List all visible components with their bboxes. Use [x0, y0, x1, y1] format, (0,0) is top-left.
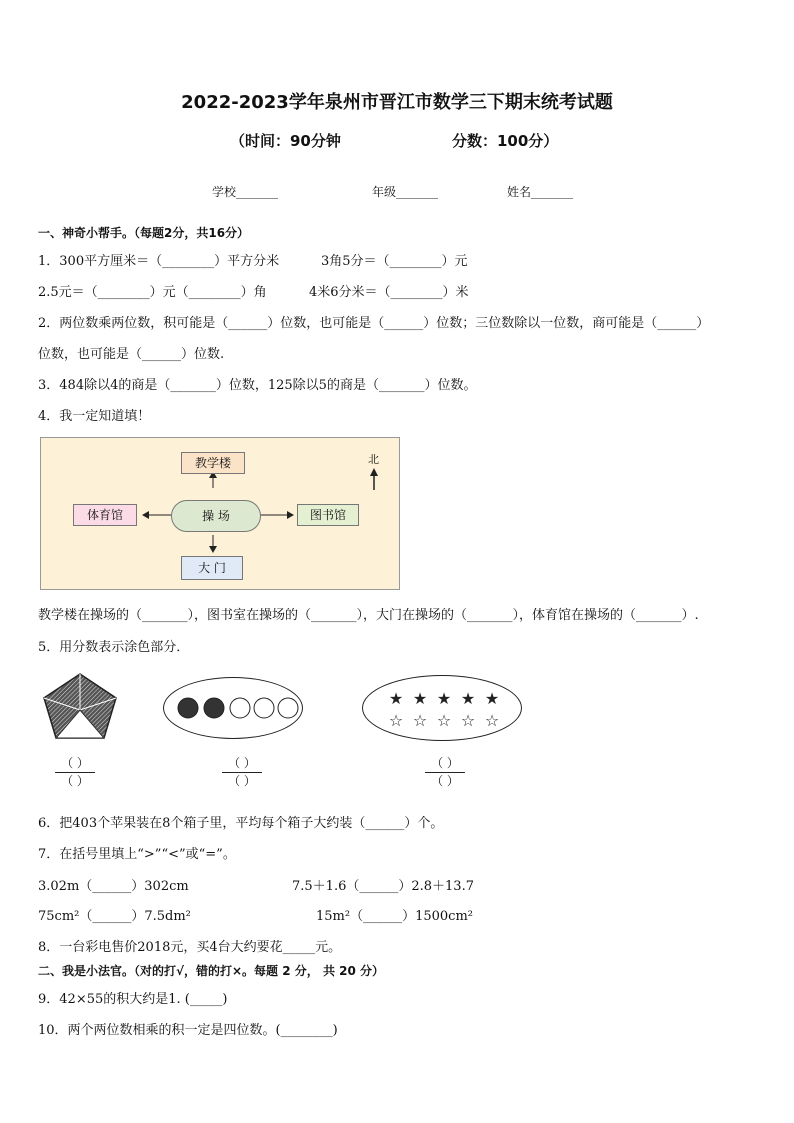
circles-oval: [163, 677, 303, 739]
gate-box: 大 门: [181, 556, 243, 580]
fraction-blank-2[interactable]: [222, 756, 262, 789]
svg-text:★: ★: [460, 689, 476, 708]
q7-item-a: 3.02m（______）302cm: [38, 879, 189, 894]
school-field: 学校_______: [212, 185, 279, 199]
north-label: 北: [368, 453, 379, 466]
svg-text:☆: ☆: [388, 711, 404, 730]
q5: 5．用分数表示涂色部分．: [38, 640, 190, 655]
svg-text:★: ★: [436, 689, 452, 708]
stars-figure: [363, 676, 521, 740]
page-title: 2022-2023学年泉州市晋江市数学三下期末统考试题: [181, 92, 613, 113]
q1-line1a: 1．300平方厘米＝（________）平方分米: [38, 254, 280, 269]
q6: 6．把403个苹果装在8个箱子里，平均每个箱子大约装（______）个。: [38, 816, 444, 831]
q7-item-d: 15m²（______）1500cm²: [316, 909, 473, 924]
q3: 3．484除以4的商是（_______）位数，125除以5的商是（_______）位数。: [38, 378, 477, 393]
fraction-bar: [425, 772, 465, 773]
q7-item-c: 75cm²（______）7.5dm²: [38, 909, 191, 924]
svg-text:☆: ☆: [460, 711, 476, 730]
svg-text:☆: ☆: [412, 711, 428, 730]
q2-line2: 位数，也可能是（______）位数.: [38, 347, 225, 362]
q4-answer: 教学楼在操场的（_______），图书室在操场的（_______），大门在操场的（_______），体育馆在操场的（_______）.: [38, 608, 699, 623]
circles-figure: [164, 678, 302, 738]
fraction-blank-1[interactable]: [55, 756, 95, 789]
fraction-blank-3[interactable]: [425, 756, 465, 789]
fraction-bottom: （ ）: [431, 774, 459, 788]
svg-text:★: ★: [388, 689, 404, 708]
section-2-heading: 二、我是小法官。（对的打√，错的打×。每题 2 分， 共 20 分）: [38, 964, 384, 978]
svg-text:★: ★: [484, 689, 500, 708]
svg-text:☆: ☆: [436, 711, 452, 730]
section-1-heading: 一、神奇小帮手。（每题2分，共16分）: [38, 226, 250, 240]
q8: 8．一台彩电售价2018元，买4台大约要花_____元。: [38, 940, 342, 955]
fraction-bottom: （ ）: [228, 774, 256, 788]
shaded-pentagon: [40, 670, 120, 742]
teaching-building-box: 教学楼: [181, 452, 245, 474]
fraction-top: （ ）: [61, 756, 89, 770]
fraction-bar: [222, 772, 262, 773]
q10: 10．两个两位数相乘的积一定是四位数。(________): [38, 1023, 338, 1038]
name-field: 姓名_______: [507, 185, 574, 199]
time-label: （时间：90分钟: [230, 132, 341, 150]
q2-line1: 2．两位数乘两位数，积可能是（______）位数，也可能是（______）位数；三位数除以一位数，商可能是（______）: [38, 316, 710, 331]
q4: 4．我一定知道填！: [38, 409, 151, 424]
fraction-top: （ ）: [228, 756, 256, 770]
q7: 7．在括号里填上“>”“<”或“=”。: [38, 847, 236, 862]
stars-oval: [362, 675, 522, 741]
q1-line1b: 3角5分＝（________）元: [321, 254, 468, 269]
svg-text:☆: ☆: [484, 711, 500, 730]
fraction-top: （ ）: [431, 756, 459, 770]
q7-item-b: 7.5＋1.6（______）2.8＋13.7: [292, 879, 474, 894]
campus-map: [40, 437, 400, 590]
svg-text:★: ★: [412, 689, 428, 708]
score-label: 分数：100分）: [452, 132, 559, 150]
playground-box: 操 场: [171, 500, 261, 532]
q1-line2b: 4米6分米＝（________）米: [309, 285, 469, 300]
q1-line2a: 2.5元＝（________）元（________）角: [38, 285, 267, 300]
q9: 9．42×55的积大约是1. (_____): [38, 992, 228, 1007]
grade-field: 年级_______: [372, 185, 439, 199]
fraction-bar: [55, 772, 95, 773]
library-box: 图书馆: [297, 504, 359, 526]
gym-box: 体育馆: [73, 504, 137, 526]
fraction-bottom: （ ）: [61, 774, 89, 788]
